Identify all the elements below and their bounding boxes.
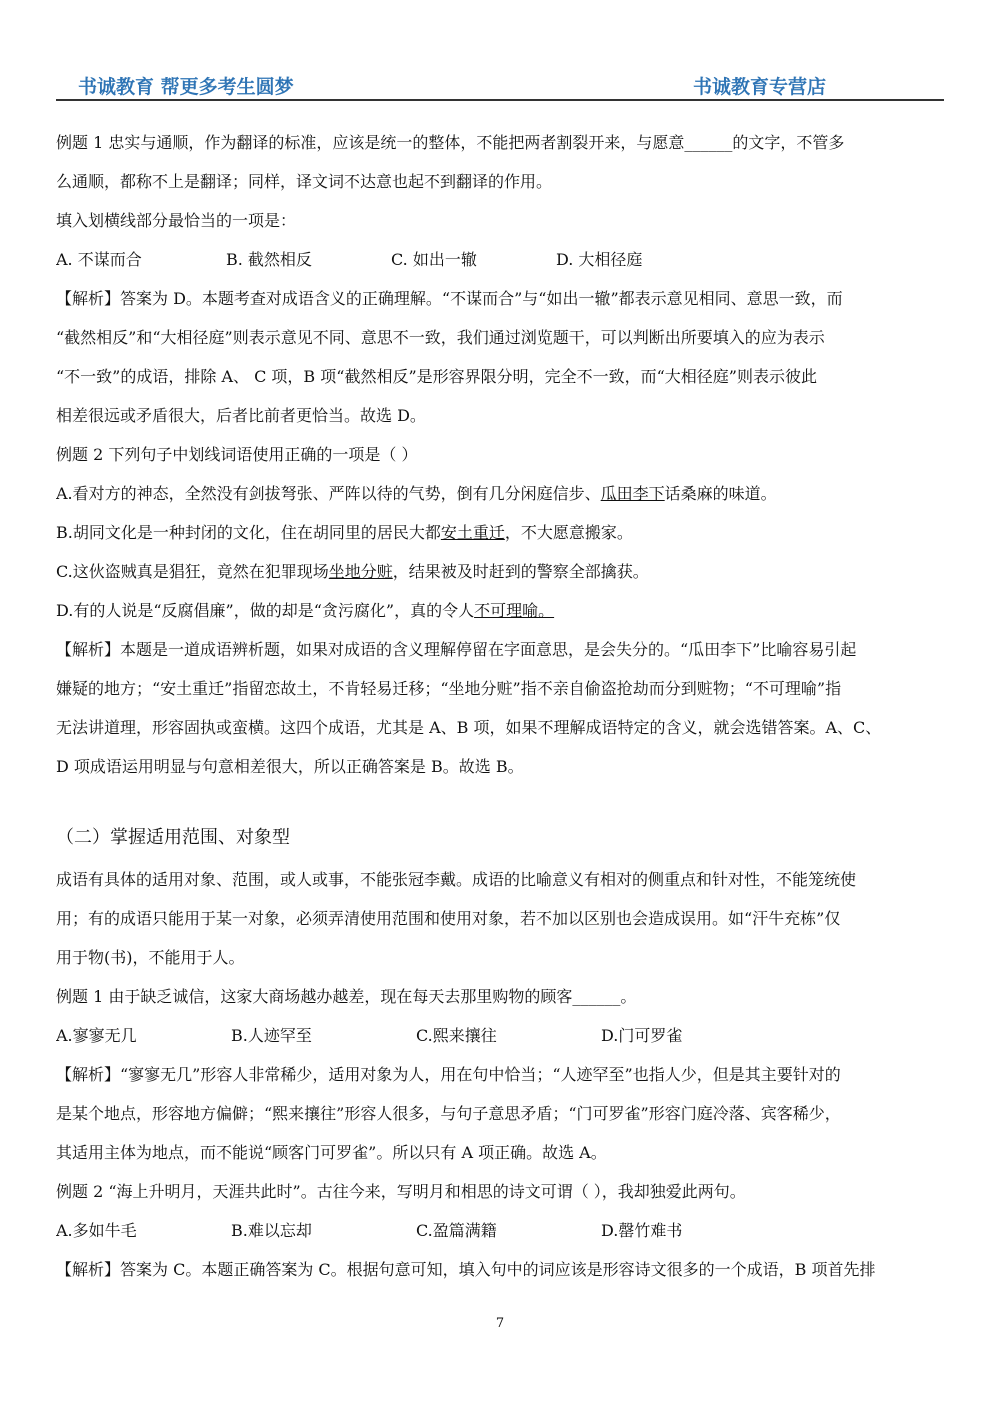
section-intro-line: 用于物(书)，不能用于人。 xyxy=(56,948,245,967)
example-2-option-a xyxy=(56,474,944,513)
example-2-option-b xyxy=(56,513,944,552)
document-body xyxy=(56,123,944,1289)
option-d: D. 大相径庭 xyxy=(556,250,643,269)
example-1-analysis-line: 【解析】答案为 D。本题考查对成语含义的正确理解。“不谋而合”与“如出一辙”都表示意见相同、意思一致，而 xyxy=(56,289,843,308)
option-text: C.这伙盗贼真是猖狂，竟然在犯罪现场 xyxy=(56,562,329,581)
option-c: C.盈篇满籍 xyxy=(416,1221,497,1240)
section-intro-line: 成语有具体的适用对象、范围，或人或事，不能张冠李戴。成语的比喻意义有相对的侧重点和针对性，不能笼统使 xyxy=(56,870,857,889)
example-4-options xyxy=(56,1211,944,1250)
option-b: B.人迹罕至 xyxy=(231,1026,312,1045)
option-text: 话桑麻的味道。 xyxy=(664,484,777,503)
option-text: ，不大愿意搬家。 xyxy=(504,523,633,542)
option-c: C.熙来攘往 xyxy=(416,1026,497,1045)
underlined-idiom: 瓜田李下 xyxy=(600,484,665,503)
example-2-analysis-line: 无法讲道理，形容固执或蛮横。这四个成语，尤其是 A、B 项，如果不理解成语特定的含义，就会选错答案。A、C、 xyxy=(56,718,882,737)
example-3-analysis-line: 是某个地点，形容地方偏僻；“熙来攘往”形容人很多，与句子意思矛盾；“门可罗雀”形容门庭冷落、宾客稀少， xyxy=(56,1104,841,1123)
example-2-analysis-line: 嫌疑的地方；“安土重迁”指留恋故土，不肯轻易迁移；“坐地分赃”指不亲自偷盗抢劫而分到赃物；“不可理喻”指 xyxy=(56,679,842,698)
example-3-question: 例题 1 由于缺乏诚信，这家大商场越办越差，现在每天去那里购物的顾客______。 xyxy=(56,987,637,1006)
header-divider xyxy=(56,99,944,101)
example-4-analysis-line: 【解析】答案为 C。本题正确答案为 C。根据句意可知，填入句中的词应该是形容诗文很多的一个成语，B 项首先排 xyxy=(56,1260,876,1279)
example-4-question: 例题 2 “海上升明月，天涯共此时”。古往今来，写明月和相思的诗文可谓（ ），我却独爱此两句。 xyxy=(56,1182,746,1201)
option-text: ，结果被及时赶到的警察全部擒获。 xyxy=(392,562,649,581)
example-3-analysis-line: 【解析】“寥寥无几”形容人非常稀少，适用对象为人，用在句中恰当；“人迹罕至”也指人少，但是其主要针对的 xyxy=(56,1065,841,1084)
example-3-analysis-line: 其适用主体为地点，而不能说“顾客门可罗雀”。所以只有 A 项正确。故选 A。 xyxy=(56,1143,607,1162)
example-2-option-c xyxy=(56,552,944,591)
section-spacer xyxy=(56,786,944,816)
example-3-options xyxy=(56,1016,944,1055)
example-1-prompt: 填入划横线部分最恰当的一项是： xyxy=(56,211,297,230)
option-b: B.难以忘却 xyxy=(231,1221,312,1240)
section-heading: （二）掌握适用范围、对象型 xyxy=(56,827,290,848)
option-d: D.门可罗雀 xyxy=(601,1026,683,1045)
example-1-question-line-2: 么通顺，都称不上是翻译；同样，译文词不达意也起不到翻译的作用。 xyxy=(56,172,553,191)
example-1-analysis-line: “不一致”的成语，排除 A、 C 项，B 项“截然相反”是形容界限分明，完全不一致，而“大相径庭”则表示彼此 xyxy=(56,367,817,386)
example-1-options xyxy=(56,240,944,279)
page-header xyxy=(56,72,944,102)
option-a: A.多如牛毛 xyxy=(56,1221,137,1240)
underlined-idiom: 安土重迁 xyxy=(440,523,505,542)
underlined-idiom: 坐地分赃 xyxy=(328,562,393,581)
example-2-analysis-line: 【解析】本题是一道成语辨析题，如果对成语的含义理解停留在字面意思，是会失分的。“瓜田李下”比喻容易引起 xyxy=(56,640,857,659)
header-left-text: 书诚教育 帮更多考生圆梦 xyxy=(78,76,294,98)
example-1-question-line-1: 例题 1 忠实与通顺，作为翻译的标准，应该是统一的整体，不能把两者割裂开来，与愿意______的文字，不管多 xyxy=(56,133,845,152)
underlined-idiom: 不可理喻。 xyxy=(474,601,555,620)
option-text: A.看对方的神态，全然没有剑拔弩张、严阵以待的气势，倒有几分闲庭信步、 xyxy=(56,484,601,503)
header-right-text: 书诚教育专营店 xyxy=(693,76,827,98)
example-1-analysis-line: 相差很远或矛盾很大，后者比前者更恰当。故选 D。 xyxy=(56,406,426,425)
option-d: D.罄竹难书 xyxy=(601,1221,683,1240)
option-b: B. 截然相反 xyxy=(226,250,312,269)
section-intro-line: 用；有的成语只能用于某一对象，必须弄清使用范围和使用对象，若不加以区别也会造成误用。如“汗牛充栋”仅 xyxy=(56,909,841,928)
page-number: 7 xyxy=(495,1316,505,1331)
example-2-analysis-line: D 项成语运用明显与句意相差很大，所以正确答案是 B。故选 B。 xyxy=(56,757,524,776)
option-a: A.寥寥无几 xyxy=(56,1026,137,1045)
option-a: A. 不谋而合 xyxy=(56,250,142,269)
example-2-question: 例题 2 下列句子中划线词语使用正确的一项是（ ） xyxy=(56,445,418,464)
example-1-analysis-line: “截然相反”和“大相径庭”则表示意见不同、意思不一致，我们通过浏览题干，可以判断出所要填入的应为表示 xyxy=(56,328,825,347)
example-2-option-d xyxy=(56,591,944,630)
option-text: D.有的人说是“反腐倡廉”，做的却是“贪污腐化”，真的令人 xyxy=(56,601,475,620)
option-text: B.胡同文化是一种封闭的文化，住在胡同里的居民大都 xyxy=(56,523,441,542)
option-c: C. 如出一辙 xyxy=(391,250,477,269)
